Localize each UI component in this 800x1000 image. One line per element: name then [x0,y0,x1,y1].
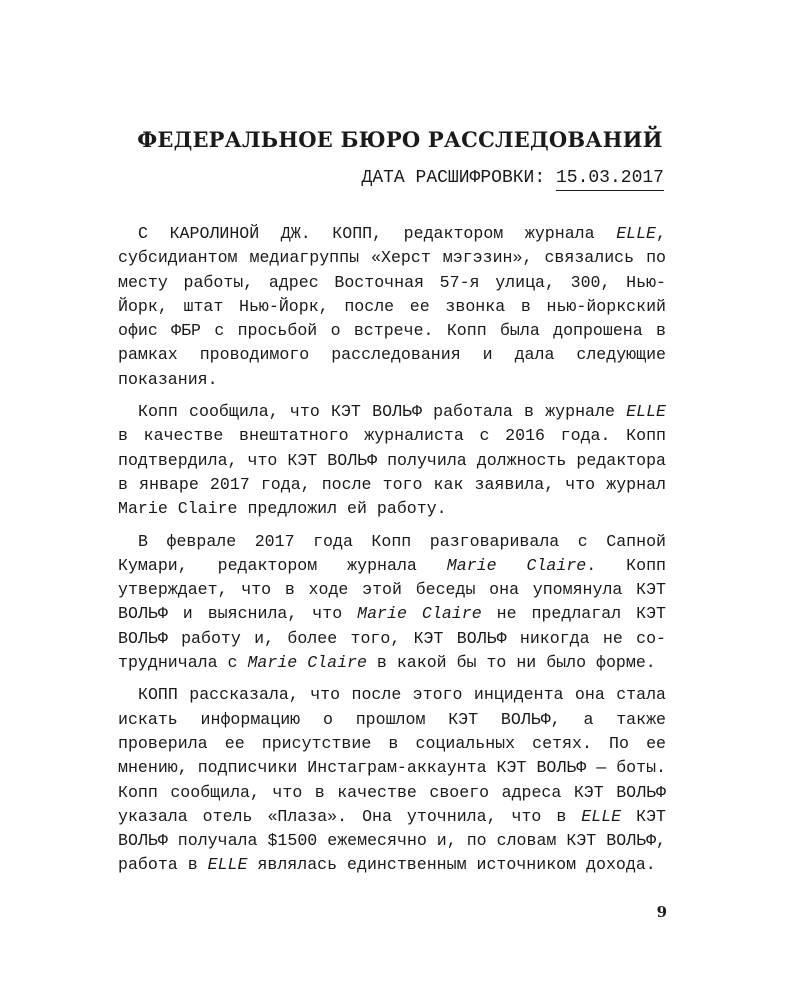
italic-text-run: Marie Claire [446,555,587,575]
text-run: КЭТ ВОЛЬФ получала $1500 ежемесячно и, по словам КЭТ ВОЛЬФ, работа в [118,806,666,875]
document-heading: ФЕДЕРАЛЬНОЕ БЮРО РАССЛЕДОВАНИЙ [137,127,663,152]
transcription-date-line [362,168,664,191]
text-run: КОПП рассказала, что после этого инцидента она стала искать информацию о прошлом КЭТ ВОЛЬФ, а также проверила ее присутствие в социальных сетях. По ее мнению, подписчики Инстаграм-аккаунта КЭТ ВОЛЬФ — боты. Копп сообщила, что в качестве своего адреса КЭТ ВОЛЬФ указала отель «Плаза». Она уточнила, что в [118,685,666,826]
italic-text-run: ELLE [581,806,622,826]
page-number: 9 [656,903,667,921]
text-run: не предлагал КЭТ ВОЛЬФ работу и, более того, КЭТ ВОЛЬФ никогда не сотрудничала с [118,604,666,673]
text-run: . Копп утверждает, что в ходе этой беседы она упомянула КЭТ ВОЛЬФ и выяснила, что [118,555,667,624]
italic-text-run: ELLE [626,402,666,422]
transcript-paragraph [118,222,666,392]
text-run: , субсидиантом медиагруппы «Херст мэгэзин», связались по месту работы, адрес Восточная 57-я улица, 300, Нью-Йорк, штат Нью-Йорк, после ее звонка в нью-йоркский офис ФБР с просьбой о встрече. Копп была допрошена в рамках проводимого расследования и дала следующие показания. [118,224,666,389]
text-run: в качестве внештатного журналиста с 2016 года. Копп подтвердила, что КЭТ ВОЛЬФ получила должность редактора в январе 2017 года, после того как заявила, что журнал Marie Claire предложил ей работу. [118,426,666,519]
transcript-paragraph [118,530,666,676]
transcript-body [118,222,666,886]
transcription-date-label: ДАТА РАСШИФРОВКИ: [361,168,546,188]
italic-text-run: ELLE [616,224,657,243]
text-run: С КАРОЛИНОЙ ДЖ. КОПП, редактором журнала [138,224,617,243]
text-run: в какой бы то ни было форме. [366,653,656,673]
text-run: В феврале 2017 года Копп разговаривала с Сапной Кумари, редактором журнала [118,531,666,575]
transcript-paragraph [118,683,666,877]
italic-text-run: ELLE [207,855,248,875]
italic-text-run: Marie Claire [357,604,482,624]
text-run: Копп сообщила, что КЭТ ВОЛЬФ работала в журнале [138,402,627,422]
text-run: являлась единственным источником дохода. [247,855,656,875]
transcription-date-value: 15.03.2017 [556,168,664,191]
italic-text-run: Marie Claire [247,653,367,673]
transcript-paragraph [118,400,666,521]
